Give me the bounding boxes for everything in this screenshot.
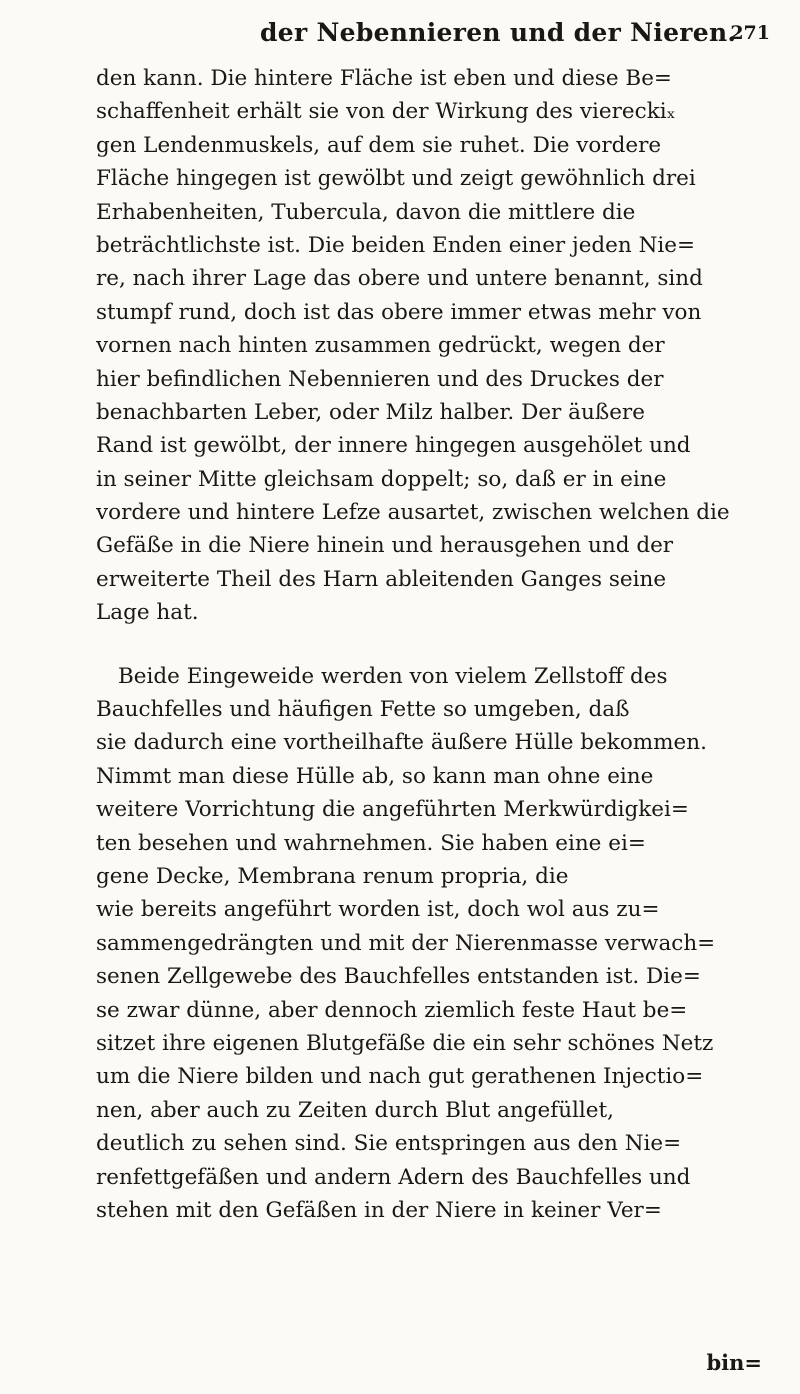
text-line: sammengedrängten und mit der Nierenmasse verwach=	[96, 930, 716, 956]
text-line: erweiterte Theil des Harn ableitenden Ganges seine	[96, 566, 667, 592]
text-line: Beide Eingeweide werden von vielem Zellstoff des	[118, 663, 668, 689]
text-line: gene Decke, Membrana renum propria, die	[96, 863, 569, 889]
paragraph-2	[96, 660, 762, 1228]
text-line: um die Niere bilden und nach gut gerathenen Injectio=	[96, 1064, 704, 1090]
text-line: wie bereits angeführt worden ist, doch wol aus zu=	[96, 897, 660, 923]
text-line: hier befindlichen Nebennieren und des Druckes der	[96, 366, 664, 392]
text-line: Rand ist gewölbt, der innere hingegen ausgehölet und	[96, 433, 691, 459]
text-line: vordere und hintere Lefze ausartet, zwischen welchen die	[96, 500, 730, 526]
text-line: Nimmt man diese Hülle ab, so kann man ohne eine	[96, 763, 654, 789]
text-line: Fläche hingegen ist gewölbt und zeigt gewöhnlich drei	[96, 166, 696, 192]
text-line: sitzet ihre eigenen Blutgefäße die ein sehr schönes Netz	[96, 1030, 714, 1056]
page-header	[90, 12, 770, 52]
text-line: schaffenheit erhält sie von der Wirkung des viereckiₓ	[96, 99, 676, 125]
text-line: re, nach ihrer Lage das obere und untere benannt, sind	[96, 266, 703, 292]
text-line: ten besehen und wahrnehmen. Sie haben eine ei=	[96, 830, 646, 856]
paragraph-1	[96, 62, 762, 630]
text-line: deutlich zu sehen sind. Sie entspringen aus den Nie=	[96, 1131, 682, 1157]
text-line: Gefäße in die Niere hinein und herausgehen und der	[96, 533, 674, 559]
text-line: vornen nach hinten zusammen gedrückt, wegen der	[96, 333, 665, 359]
text-line: sie dadurch eine vortheilhafte äußere Hülle bekommen.	[96, 730, 707, 756]
page-number: 271	[730, 22, 770, 44]
text-line: senen Zellgewebe des Bauchfelles entstanden ist. Die=	[96, 964, 701, 990]
text-line: in seiner Mitte gleichsam doppelt; so, daß er in eine	[96, 466, 667, 492]
text-line: benachbarten Leber, oder Milz halber. Der äußere	[96, 399, 645, 425]
text-line: se zwar dünne, aber dennoch ziemlich feste Haut be=	[96, 997, 688, 1023]
text-line: den kann. Die hintere Fläche ist eben und diese Be=	[96, 66, 672, 91]
page-body	[96, 62, 762, 1227]
text-line: gen Lendenmuskels, auf dem sie ruhet. Die vordere	[96, 132, 662, 158]
text-line: stumpf rund, doch ist das obere immer etwas mehr von	[96, 299, 702, 325]
text-line: nen, aber auch zu Zeiten durch Blut angefüllet,	[96, 1097, 614, 1123]
header-rule	[90, 50, 770, 51]
catchword: bin=	[706, 1350, 762, 1375]
text-line: renfettgefäßen und andern Adern des Bauchfelles und	[96, 1164, 691, 1190]
paragraph-gap	[96, 630, 762, 660]
running-head: der Nebennieren und der Nieren.	[260, 18, 737, 47]
text-line: weitere Vorrichtung die angeführten Merkwürdigkei=	[96, 797, 689, 823]
text-line: Lage hat.	[96, 600, 199, 626]
text-line: stehen mit den Gefäßen in der Niere in keiner Ver=	[96, 1197, 662, 1223]
text-line: Bauchfelles und häufigen Fette so umgeben, daß	[96, 697, 630, 723]
text-line: beträchtlichste ist. Die beiden Enden einer jeden Nie=	[96, 232, 696, 258]
text-line: Erhabenheiten, Tubercula, davon die mittlere die	[96, 199, 636, 225]
